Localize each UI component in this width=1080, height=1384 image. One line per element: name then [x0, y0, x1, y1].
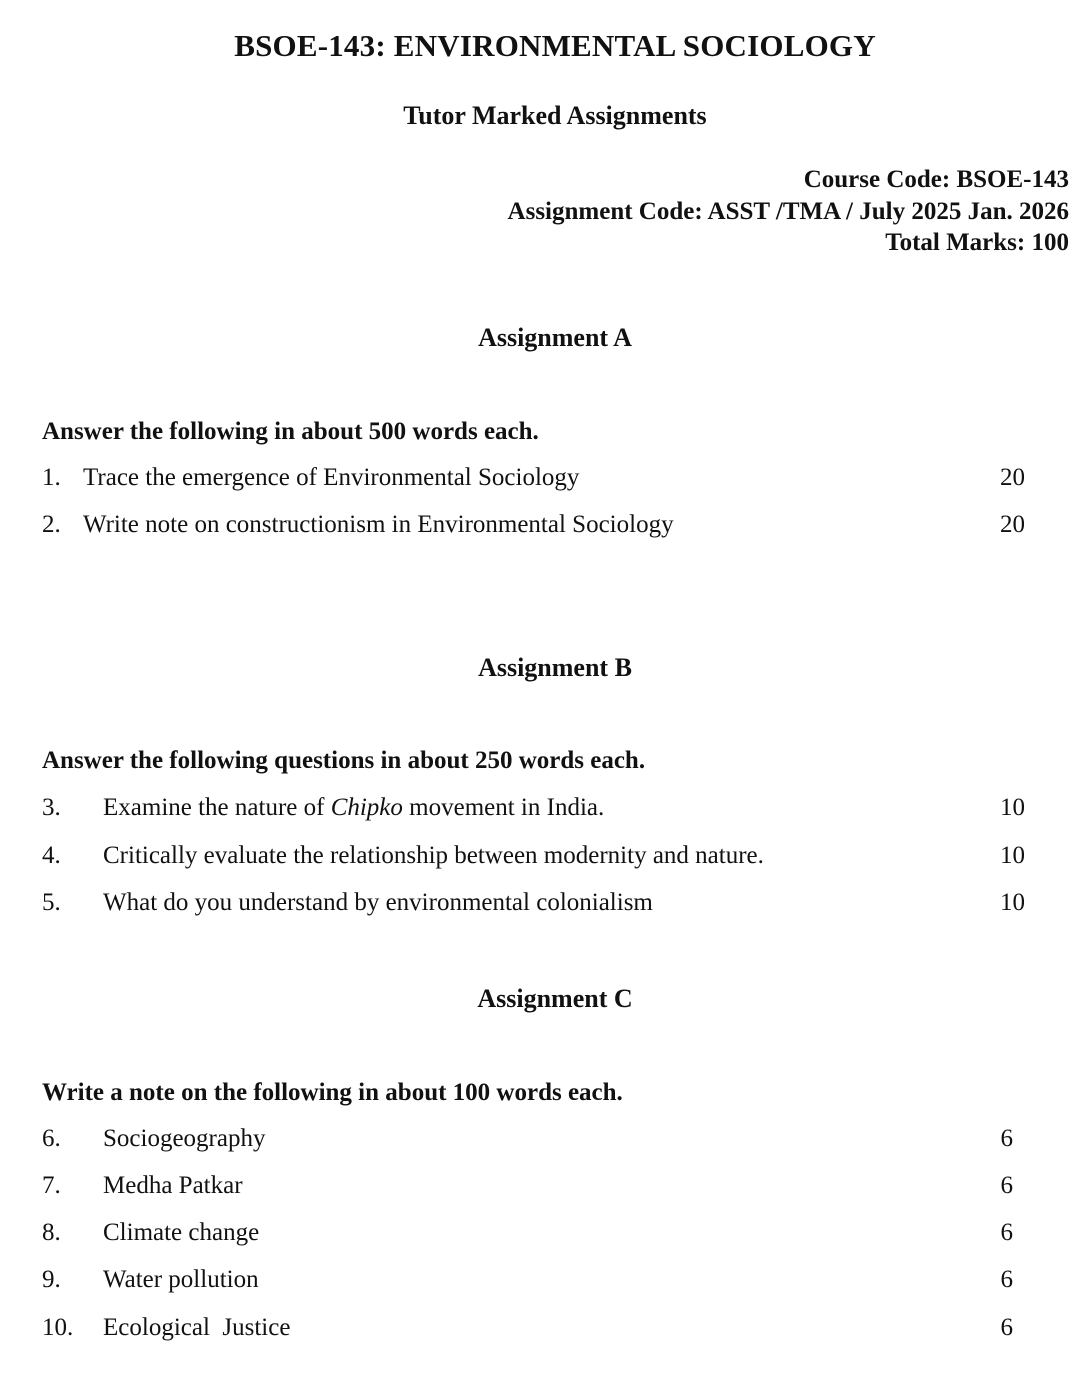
question-text: Medha Patkar — [103, 1172, 243, 1199]
question-text: Critically evaluate the relationship between modernity and nature. — [103, 842, 764, 869]
question-number: 3. — [42, 794, 61, 821]
assignment-code: Assignment Code: ASST /TMA / July 2025 Jan. 2026 — [507, 198, 1069, 225]
question-text: Ecological Justice — [103, 1314, 291, 1341]
question-marks: 20 — [1000, 464, 1025, 491]
question-text: Water pollution — [103, 1266, 259, 1293]
question-number: 9. — [42, 1266, 61, 1293]
section-instruction-a: Answer the following in about 500 words each. — [42, 418, 539, 445]
page-subtitle: Tutor Marked Assignments — [403, 101, 707, 130]
question-marks: 6 — [1000, 1219, 1013, 1246]
question-marks: 20 — [1000, 511, 1025, 538]
question-marks: 6 — [1000, 1125, 1013, 1152]
question-number: 6. — [42, 1125, 61, 1152]
question-text-before: Examine the nature of — [103, 794, 331, 821]
question-number: 7. — [42, 1172, 61, 1199]
question-marks: 6 — [1000, 1172, 1013, 1199]
question-text: Write note on constructionism in Environmental Sociology — [83, 511, 674, 538]
question-marks: 10 — [1000, 889, 1025, 916]
section-instruction-c: Write a note on the following in about 100 words each. — [42, 1079, 623, 1106]
page-title: BSOE-143: ENVIRONMENTAL SOCIOLOGY — [234, 28, 876, 63]
question-number: 10. — [42, 1314, 74, 1341]
question-marks: 10 — [1000, 842, 1025, 869]
question-number: 2. — [42, 511, 61, 538]
question-marks: 6 — [1000, 1314, 1013, 1341]
question-text-italic: Chipko — [330, 794, 403, 821]
question-text: Sociogeography — [103, 1125, 266, 1152]
question-text-after: movement in India. — [402, 794, 605, 821]
question-text — [103, 794, 604, 822]
question-number: 1. — [42, 464, 61, 491]
course-code: Course Code: BSOE-143 — [803, 166, 1069, 193]
section-heading-b: Assignment B — [478, 653, 632, 682]
question-text: Trace the emergence of Environmental Sociology — [83, 464, 580, 491]
question-number: 8. — [42, 1219, 61, 1246]
question-marks: 10 — [1000, 794, 1025, 821]
section-heading-a: Assignment A — [478, 323, 632, 352]
section-instruction-b: Answer the following questions in about 250 words each. — [42, 747, 646, 774]
question-number: 5. — [42, 889, 61, 916]
question-marks: 6 — [1000, 1266, 1013, 1293]
question-text: What do you understand by environmental colonialism — [103, 889, 653, 916]
question-number: 4. — [42, 842, 61, 869]
question-text: Climate change — [103, 1219, 260, 1246]
section-heading-c: Assignment C — [477, 984, 633, 1013]
total-marks: Total Marks: 100 — [885, 229, 1069, 256]
